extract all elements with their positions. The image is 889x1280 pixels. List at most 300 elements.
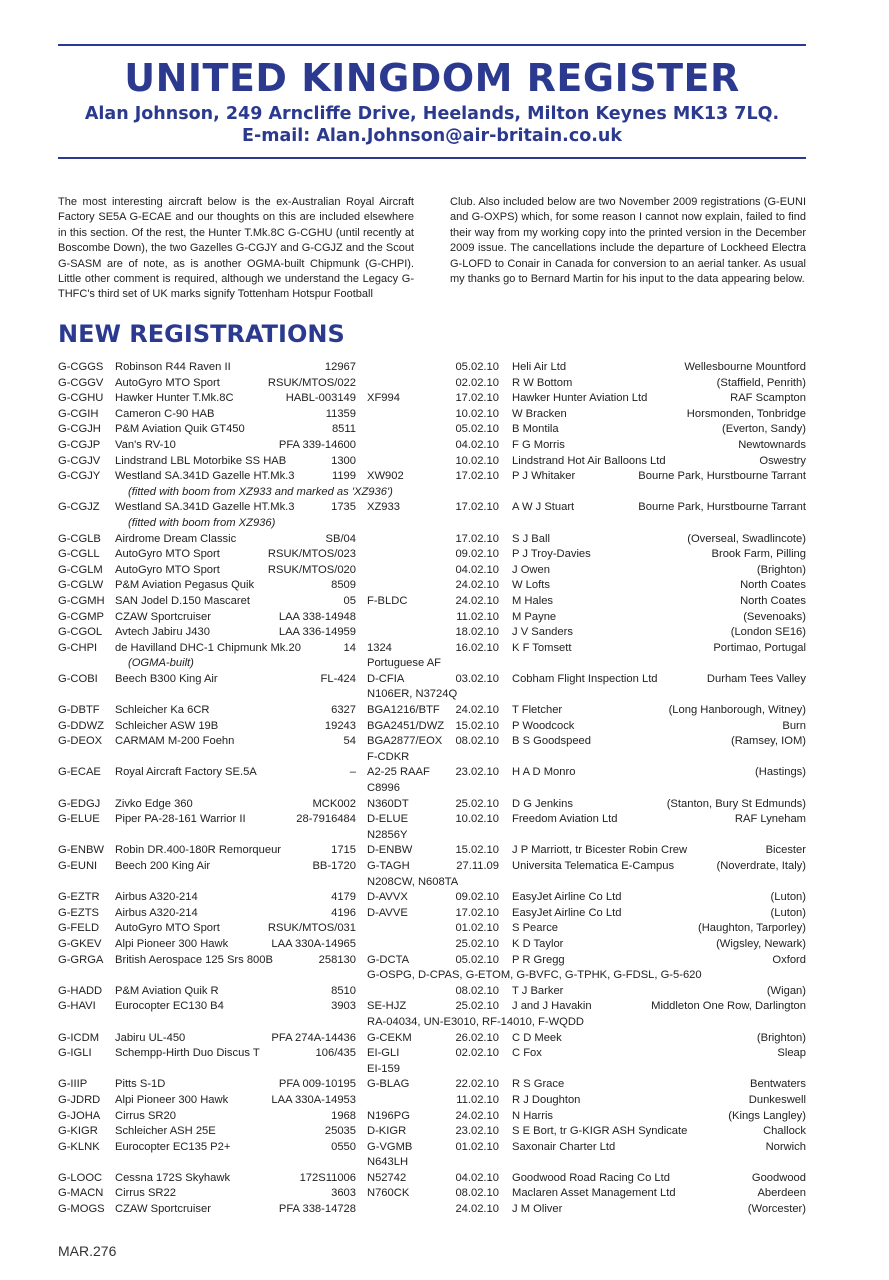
aircraft-type-cell: Van's RV-10: [115, 438, 176, 451]
registration-cell: G-FELD: [58, 922, 100, 935]
registration-cell: G-CGOL: [58, 626, 103, 639]
registration-cell: G-CHPI: [58, 641, 98, 654]
table-row: [58, 812, 806, 828]
previous-identity-cell: D-KIGR: [367, 1125, 407, 1138]
previous-identity-cell: D-AVVE: [367, 906, 408, 919]
previous-identity-cell: G-VGMB: [367, 1140, 413, 1153]
constructor-number-cell: PFA 274A-14436: [271, 1031, 356, 1044]
table-row: [58, 610, 806, 626]
owner-cell: P R Gregg: [512, 953, 565, 966]
table-row: [58, 578, 806, 594]
aircraft-type-cell: AutoGyro MTO Sport: [115, 563, 220, 576]
constructor-number-cell: 3603: [331, 1187, 356, 1200]
location-cell: RAF Lyneham: [734, 813, 806, 826]
table-row: [58, 984, 806, 1000]
table-row: [58, 1186, 806, 1202]
section-title: NEW REGISTRATIONS: [58, 320, 345, 348]
aircraft-type-cell: Beech B300 King Air: [115, 672, 218, 685]
table-row: [58, 469, 806, 485]
owner-cell: F G Morris: [512, 438, 565, 451]
constructor-number-cell: 1735: [331, 501, 356, 514]
registration-cell: G-CGJP: [58, 438, 101, 451]
registration-date-cell: 16.02.10: [455, 641, 499, 654]
owner-cell: Saxonair Charter Ltd: [512, 1140, 616, 1153]
location-cell: (London SE16): [730, 626, 806, 639]
registration-cell: G-CGIH: [58, 407, 99, 420]
owner-cell: P J Troy-Davies: [512, 548, 591, 561]
registration-cell: G-DEOX: [58, 735, 103, 748]
aircraft-type-cell: CZAW Sportcruiser: [115, 1203, 211, 1216]
location-cell: Bicester: [765, 844, 806, 857]
location-cell: Bentwaters: [750, 1078, 806, 1091]
owner-cell: EasyJet Airline Co Ltd: [512, 906, 622, 919]
table-row: [58, 953, 806, 969]
aircraft-type-cell: Schleicher ASW 19B: [115, 719, 219, 732]
constructor-number-cell: –: [349, 766, 356, 779]
constructor-number-cell: 4179: [331, 891, 356, 904]
registration-cell: G-CGMH: [58, 594, 105, 607]
location-cell: (Ramsey, IOM): [731, 735, 806, 748]
table-row: [58, 1202, 806, 1218]
aircraft-type-cell: AutoGyro MTO Sport: [115, 922, 220, 935]
table-row: [58, 1077, 806, 1093]
table-row: [58, 500, 806, 516]
owner-cell: P J Whitaker: [512, 470, 576, 483]
location-cell: Burn: [782, 719, 806, 732]
table-row: [58, 454, 806, 470]
registration-cell: G-CGLL: [58, 548, 100, 561]
previous-identity-cell: BGA1216/BTF: [367, 704, 440, 717]
constructor-number-cell: PFA 338-14728: [278, 1203, 356, 1216]
previous-identities-extra: N2856Y: [367, 828, 408, 841]
location-cell: (Sevenoaks): [743, 610, 806, 623]
registration-cell: G-CGGV: [58, 376, 104, 389]
constructor-number-cell: 0550: [331, 1140, 356, 1153]
bottom-rule: [58, 157, 806, 159]
author-address: Alan Johnson, 249 Arncliffe Drive, Heelands, Milton Keynes MK13 7LQ.: [84, 104, 780, 124]
registration-cell: G-DDWZ: [58, 719, 104, 732]
aircraft-type-cell: Lindstrand LBL Motorbike SS HAB: [115, 454, 287, 467]
previous-identity-cell: XW902: [367, 470, 404, 483]
registration-date-cell: 24.02.10: [455, 1203, 499, 1216]
constructor-number-cell: MCK002: [312, 797, 356, 810]
aircraft-type-cell: Alpi Pioneer 300 Hawk: [115, 937, 229, 950]
constructor-number-cell: 1300: [331, 454, 356, 467]
table-row-continuation: [58, 1062, 806, 1078]
registration-date-cell: 17.02.10: [455, 532, 499, 545]
owner-cell: N Harris: [512, 1109, 554, 1122]
table-row: [58, 391, 806, 407]
registration-cell: G-CGJZ: [58, 501, 100, 514]
registration-cell: G-CGJH: [58, 423, 101, 436]
constructor-number-cell: 6327: [331, 704, 356, 717]
constructor-number-cell: 106/435: [315, 1047, 356, 1060]
table-row: [58, 719, 806, 735]
registration-date-cell: 25.02.10: [455, 797, 499, 810]
constructor-number-cell: 28-7916484: [296, 813, 356, 826]
owner-cell: Universita Telematica E-Campus: [512, 860, 675, 872]
previous-identity-cell: D-ELUE: [367, 813, 409, 826]
table-row: [58, 1124, 806, 1140]
aircraft-type-cell: Cessna 172S Skyhawk: [115, 1171, 231, 1184]
table-row: [58, 797, 806, 813]
registration-cell: G-MACN: [58, 1187, 104, 1200]
owner-cell: K F Tomsett: [512, 641, 572, 654]
registration-date-cell: 10.02.10: [455, 454, 499, 467]
location-cell: Sleap: [777, 1047, 806, 1060]
aircraft-type-cell: Zivko Edge 360: [115, 797, 193, 810]
table-row: [58, 765, 806, 781]
previous-identity-cell: N196PG: [367, 1109, 410, 1122]
registration-cell: G-COBI: [58, 672, 98, 685]
registration-date-cell: 05.02.10: [455, 953, 499, 966]
aircraft-type-cell: Airbus A320-214: [115, 906, 198, 919]
registration-date-cell: 15.02.10: [455, 844, 499, 857]
constructor-number-cell: 8510: [331, 984, 356, 997]
table-row: [58, 1109, 806, 1125]
table-row: [58, 703, 806, 719]
constructor-number-cell: LAA 336-14959: [278, 626, 356, 639]
registration-date-cell: 23.02.10: [455, 766, 499, 779]
aircraft-type-cell: P&M Aviation Quik GT450: [115, 423, 245, 436]
author-email[interactable]: E-mail: Alan.Johnson@air-britain.co.uk: [242, 126, 622, 146]
table-row: [58, 937, 806, 953]
owner-cell: S J Ball: [512, 532, 550, 545]
registration-cell: G-HAVI: [58, 1000, 96, 1013]
owner-cell: J M Oliver: [512, 1203, 563, 1216]
registration-cell: G-ECAE: [58, 766, 101, 779]
location-cell: Goodwood: [751, 1171, 806, 1184]
location-cell: (Brighton): [756, 1031, 806, 1044]
aircraft-type-cell: Jabiru UL-450: [115, 1031, 186, 1044]
table-row: [58, 563, 806, 579]
table-row-continuation: [58, 875, 806, 891]
owner-cell: M Payne: [512, 610, 557, 623]
registration-cell: G-CGJY: [58, 470, 101, 483]
aircraft-type-cell: AutoGyro MTO Sport: [115, 548, 220, 561]
previous-identity-cell: N52742: [367, 1171, 407, 1184]
registration-date-cell: 10.02.10: [455, 407, 499, 420]
constructor-number-cell: 258130: [318, 953, 356, 966]
registration-date-cell: 24.02.10: [455, 704, 499, 717]
table-row-continuation: [58, 485, 806, 501]
constructor-number-cell: 3903: [331, 1000, 356, 1013]
registration-date-cell: 26.02.10: [455, 1031, 499, 1044]
registration-date-cell: 17.02.10: [455, 470, 499, 483]
owner-cell: W Bracken: [512, 407, 567, 420]
previous-identity-cell: N360DT: [367, 797, 409, 810]
registration-date-cell: 04.02.10: [455, 563, 499, 576]
top-rule: [58, 44, 806, 46]
owner-cell: J P Marriott, tr Bicester Robin Crew: [512, 844, 688, 857]
constructor-number-cell: RSUK/MTOS/023: [267, 548, 356, 561]
previous-identity-cell: EI-GLI: [367, 1047, 400, 1060]
table-row: [58, 438, 806, 454]
table-row: [58, 360, 806, 376]
registration-date-cell: 24.02.10: [455, 594, 499, 607]
table-row-continuation: [58, 781, 806, 797]
owner-cell: Heli Air Ltd: [512, 361, 567, 373]
location-cell: Bourne Park, Hurstbourne Tarrant: [638, 470, 806, 483]
previous-identities-extra: EI-159: [367, 1062, 400, 1075]
page-number: MAR.276: [58, 1243, 117, 1259]
table-row: [58, 594, 806, 610]
owner-cell: T J Barker: [512, 984, 564, 997]
constructor-number-cell: PFA 339-14600: [278, 438, 356, 451]
constructor-number-cell: LAA 338-14948: [278, 610, 356, 623]
previous-identities-extra: N106ER, N3724Q: [367, 688, 458, 701]
location-cell: (Overseal, Swadlincote): [687, 532, 806, 545]
owner-cell: J V Sanders: [512, 626, 573, 639]
previous-identities-extra: N208CW, N608TA: [367, 875, 459, 888]
previous-identity-cell: XF994: [367, 392, 400, 405]
registration-date-cell: 11.02.10: [456, 610, 499, 623]
registration-cell: G-MOGS: [58, 1203, 105, 1216]
table-row-continuation: [58, 968, 806, 984]
aircraft-type-cell: Westland SA.341D Gazelle HT.Mk.3: [115, 501, 295, 514]
location-cell: Newtownards: [738, 438, 806, 451]
owner-cell: Hawker Hunter Aviation Ltd: [512, 392, 648, 405]
previous-identities-extra: C8996: [367, 782, 400, 795]
registration-cell: G-ICDM: [58, 1031, 100, 1044]
aircraft-type-cell: Robinson R44 Raven II: [115, 361, 231, 373]
owner-cell: S Pearce: [512, 922, 559, 935]
aircraft-type-cell: Eurocopter EC135 P2+: [115, 1140, 231, 1153]
table-row: [58, 625, 806, 641]
constructor-number-cell: 1199: [331, 470, 356, 483]
previous-identity-cell: 1324: [367, 641, 392, 654]
owner-cell: R W Bottom: [512, 376, 573, 389]
aircraft-type-cell: Airbus A320-214: [115, 891, 198, 904]
registration-cell: G-CGHU: [58, 392, 104, 405]
page-title: UNITED KINGDOM REGISTER: [124, 56, 740, 100]
registration-cell: G-DBTF: [58, 704, 100, 717]
constructor-number-cell: PFA 009-10195: [278, 1078, 356, 1091]
aircraft-type-cell: CARMAM M-200 Foehn: [115, 735, 235, 748]
constructor-number-cell: RSUK/MTOS/022: [267, 376, 356, 389]
owner-cell: A W J Stuart: [512, 501, 575, 514]
location-cell: Aberdeen: [757, 1187, 806, 1200]
registration-cell: G-GRGA: [58, 953, 104, 966]
constructor-number-cell: 54: [343, 735, 356, 748]
table-row: [58, 999, 806, 1015]
owner-cell: C D Meek: [512, 1031, 562, 1044]
location-cell: Portimao, Portugal: [713, 641, 806, 654]
registration-cell: G-EZTR: [58, 891, 100, 904]
previous-identity-cell: G-DCTA: [367, 953, 410, 966]
aircraft-type-cell: Alpi Pioneer 300 Hawk: [115, 1093, 229, 1106]
registration-date-cell: 08.02.10: [455, 735, 499, 748]
table-row-continuation: [58, 516, 806, 532]
registration-date-cell: 17.02.10: [455, 501, 499, 514]
registration-date-cell: 05.02.10: [455, 423, 499, 436]
aircraft-type-cell: P&M Aviation Quik R: [115, 984, 219, 997]
table-row: [58, 672, 806, 688]
location-cell: (Staffield, Penrith): [716, 376, 806, 389]
registration-cell: G-EDGJ: [58, 797, 101, 810]
registration-cell: G-ENBW: [58, 844, 104, 857]
row-note: (fitted with boom from XZ936): [128, 516, 276, 529]
table-row: [58, 641, 806, 657]
owner-cell: D G Jenkins: [512, 797, 573, 810]
aircraft-type-cell: SAN Jodel D.150 Mascaret: [115, 594, 250, 607]
aircraft-type-cell: Schleicher ASH 25E: [115, 1125, 216, 1138]
table-row: [58, 422, 806, 438]
aircraft-type-cell: Avtech Jabiru J430: [115, 626, 210, 639]
location-cell: Challock: [763, 1125, 806, 1138]
constructor-number-cell: LAA 330A-14953: [271, 1093, 356, 1106]
registration-date-cell: 24.02.10: [455, 1109, 499, 1122]
registration-cell: G-GKEV: [58, 937, 102, 950]
registration-date-cell: 03.02.10: [455, 672, 499, 685]
registration-cell: G-ELUE: [58, 813, 100, 826]
registration-date-cell: 05.02.10: [455, 361, 499, 373]
constructor-number-cell: HABL-003149: [285, 392, 356, 405]
location-cell: (Noverdrate, Italy): [716, 860, 806, 872]
table-row: [58, 1140, 806, 1156]
owner-cell: K D Taylor: [512, 937, 564, 950]
location-cell: (Everton, Sandy): [722, 423, 806, 436]
aircraft-type-cell: Westland SA.341D Gazelle HT.Mk.3: [115, 470, 295, 483]
previous-identity-cell: D-AVVX: [367, 891, 408, 904]
aircraft-type-cell: Schleicher Ka 6CR: [115, 704, 210, 717]
previous-identity-cell: G-BLAG: [367, 1078, 410, 1091]
table-row: [58, 1046, 806, 1062]
owner-cell: EasyJet Airline Co Ltd: [512, 891, 622, 904]
aircraft-type-cell: Cirrus SR20: [115, 1109, 176, 1122]
aircraft-type-cell: CZAW Sportcruiser: [115, 610, 211, 623]
aircraft-type-cell: Piper PA-28-161 Warrior II: [115, 813, 246, 826]
location-cell: Horsmonden, Tonbridge: [686, 407, 806, 420]
registration-date-cell: 15.02.10: [455, 719, 499, 732]
location-cell: (Worcester): [747, 1203, 806, 1216]
location-cell: (Wigan): [766, 984, 806, 997]
table-row: [58, 921, 806, 937]
constructor-number-cell: 8511: [331, 423, 356, 436]
registration-date-cell: 02.02.10: [455, 376, 499, 389]
registration-cell: G-CGLM: [58, 563, 103, 576]
registration-date-cell: 22.02.10: [455, 1078, 499, 1091]
owner-cell: J Owen: [512, 563, 550, 576]
registration-date-cell: 17.02.10: [455, 906, 499, 919]
constructor-number-cell: LAA 330A-14965: [271, 937, 356, 950]
registration-date-cell: 27.11.09: [456, 860, 499, 872]
constructor-number-cell: RSUK/MTOS/020: [267, 563, 356, 576]
registration-cell: G-EUNI: [58, 860, 98, 872]
registration-date-cell: 10.02.10: [455, 813, 499, 826]
registration-date-cell: 09.02.10: [455, 891, 499, 904]
registration-date-cell: 17.02.10: [455, 392, 499, 405]
table-row: [58, 734, 806, 750]
registration-date-cell: 11.02.10: [456, 1093, 499, 1106]
location-cell: (Luton): [770, 906, 806, 919]
constructor-number-cell: 05: [343, 594, 356, 607]
location-cell: (Kings Langley): [728, 1109, 806, 1122]
owner-cell: W Lofts: [512, 579, 550, 592]
constructor-number-cell: 25035: [324, 1125, 356, 1138]
location-cell: (Long Hanborough, Witney): [668, 704, 806, 717]
table-row-continuation: [58, 656, 806, 672]
owner-cell: Cobham Flight Inspection Ltd: [512, 672, 658, 685]
owner-cell: T Fletcher: [512, 704, 563, 717]
previous-identities-extra: RA-04034, UN-E3010, RF-14010, F-WQDD: [367, 1015, 584, 1028]
aircraft-type-cell: Eurocopter EC130 B4: [115, 1000, 224, 1013]
previous-identity-cell: XZ933: [367, 501, 400, 514]
table-row: [58, 859, 806, 875]
location-cell: (Luton): [770, 891, 806, 904]
table-row: [58, 1031, 806, 1047]
registration-date-cell: 09.02.10: [455, 548, 499, 561]
registration-cell: G-CGMP: [58, 610, 104, 623]
constructor-number-cell: BB-1720: [312, 860, 356, 872]
aircraft-type-cell: Pitts S-1D: [115, 1078, 166, 1091]
constructor-number-cell: 4196: [331, 906, 356, 919]
location-cell: Norwich: [765, 1140, 806, 1153]
constructor-number-cell: RSUK/MTOS/031: [267, 922, 356, 935]
intro-left-column: The most interesting aircraft below is the ex-Australian Royal Aircraft Factory SE5A G-ECAE and our thoughts on this are included elsewhere in this section. Of the rest, the Hunter T.Mk.8C G-CGHU (until recently at Boscombe Down), the two Gazelles G-CGJY and G-CGJZ and the Scout G-SASM are of note, as is another OGMA-built Chipmunk (G-CHPI). Little other comment is required, although we understand the Legacy G-THFC's third set of UK marks signify Tottenham Hotspur Football: [58, 196, 414, 301]
registration-cell: G-IGLI: [58, 1047, 92, 1060]
constructor-number-cell: 12967: [324, 361, 356, 373]
row-note: (OGMA-built): [128, 657, 194, 670]
aircraft-type-cell: Schempp-Hirth Duo Discus T: [115, 1047, 260, 1060]
owner-cell: H A D Monro: [512, 766, 576, 779]
constructor-number-cell: 11359: [325, 407, 356, 420]
constructor-number-cell: FL-424: [320, 672, 356, 685]
registration-cell: G-JOHA: [58, 1109, 101, 1122]
location-cell: (Stanton, Bury St Edmunds): [666, 797, 806, 810]
previous-identities-extra: G-OSPG, D-CPAS, G-ETOM, G-BVFC, G-TPHK, G-FDSL, G-5-620: [367, 969, 702, 982]
constructor-number-cell: 14: [343, 641, 356, 654]
location-cell: (Haughton, Tarporley): [698, 922, 806, 935]
previous-identity-cell: BGA2877/EOX: [367, 735, 443, 748]
table-row-continuation: [58, 750, 806, 766]
aircraft-type-cell: British Aerospace 125 Srs 800B: [115, 953, 273, 966]
location-cell: Brook Farm, Pilling: [711, 548, 806, 561]
owner-cell: Goodwood Road Racing Co Ltd: [512, 1171, 670, 1184]
registration-date-cell: 18.02.10: [455, 626, 499, 639]
owner-cell: Freedom Aviation Ltd: [512, 813, 618, 826]
constructor-number-cell: SB/04: [325, 532, 356, 545]
registration-date-cell: 02.02.10: [455, 1047, 499, 1060]
location-cell: Durham Tees Valley: [706, 672, 806, 685]
aircraft-type-cell: Robin DR.400-180R Remorqueur: [115, 844, 282, 857]
table-row-continuation: [58, 1015, 806, 1031]
location-cell: (Wigsley, Newark): [716, 937, 806, 950]
location-cell: North Coates: [740, 579, 806, 592]
aircraft-type-cell: P&M Aviation Pegasus Quik: [115, 579, 255, 592]
previous-identity-cell: F-BLDC: [367, 594, 408, 607]
registration-date-cell: 25.02.10: [455, 1000, 499, 1013]
location-cell: Dunkeswell: [748, 1093, 806, 1106]
aircraft-type-cell: AutoGyro MTO Sport: [115, 376, 220, 389]
constructor-number-cell: 19243: [324, 719, 356, 732]
owner-cell: Lindstrand Hot Air Balloons Ltd: [512, 454, 666, 467]
owner-cell: C Fox: [512, 1047, 542, 1060]
registration-date-cell: 23.02.10: [455, 1125, 499, 1138]
previous-identity-cell: G-CEKM: [367, 1031, 412, 1044]
registration-cell: G-CGGS: [58, 361, 104, 373]
location-cell: RAF Scampton: [730, 392, 806, 405]
registration-cell: G-EZTS: [58, 906, 100, 919]
location-cell: (Hastings): [755, 766, 806, 779]
constructor-number-cell: 1968: [331, 1109, 356, 1122]
location-cell: North Coates: [740, 594, 806, 607]
registration-cell: G-IIIP: [58, 1078, 88, 1091]
location-cell: Middleton One Row, Darlington: [651, 1000, 806, 1013]
table-row: [58, 843, 806, 859]
registration-cell: G-KIGR: [58, 1125, 98, 1138]
registration-cell: G-JDRD: [58, 1093, 101, 1106]
